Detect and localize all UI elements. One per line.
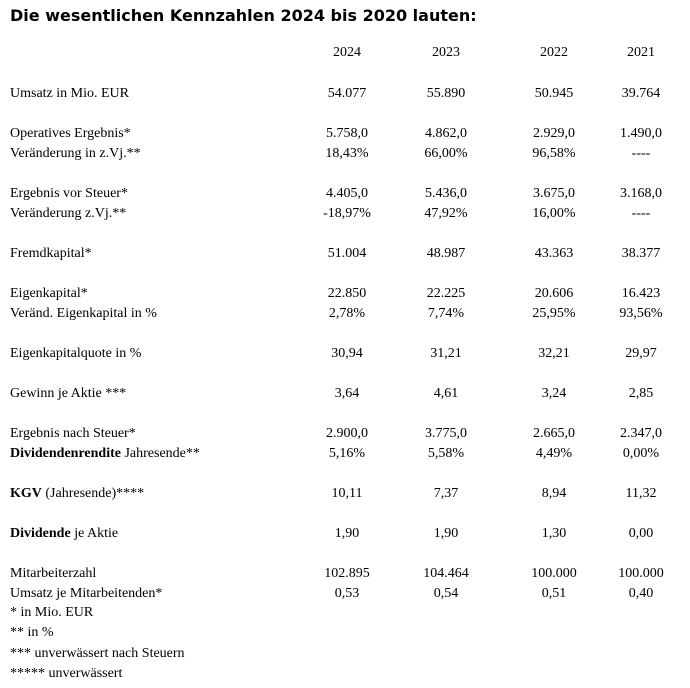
value-cell: 4.405,0: [326, 186, 368, 201]
year-header-2023: 2023: [432, 45, 460, 60]
value-cell: 5.436,0: [425, 186, 467, 201]
row-label: Veränderung in z.Vj.**: [10, 146, 141, 161]
footnote: ***** unverwässert: [10, 666, 123, 681]
value-cell: 7,37: [433, 486, 459, 501]
value-cell: 39.764: [621, 86, 661, 101]
value-cell: 11,32: [625, 486, 657, 501]
value-cell: 96,58%: [532, 146, 576, 161]
value-cell: 4,61: [433, 386, 459, 401]
value-cell: 10,11: [331, 486, 363, 501]
value-cell: 1.490,0: [620, 126, 662, 141]
value-cell: 100.000: [531, 566, 577, 581]
row-label: [10, 444, 200, 464]
value-cell: 0,00: [628, 526, 654, 541]
row-label: Eigenkapitalquote in %: [10, 346, 142, 361]
value-cell: 30,94: [331, 346, 363, 361]
value-cell: 48.987: [426, 246, 466, 261]
value-cell: 2.665,0: [533, 426, 575, 441]
value-cell: -18,97%: [323, 206, 371, 221]
row-label: [10, 484, 144, 504]
row-label: Umsatz je Mitarbeitenden*: [10, 586, 163, 601]
value-cell: 32,21: [538, 346, 570, 361]
page-title: Die wesentlichen Kennzahlen 2024 bis 2020 lauten:: [10, 6, 477, 25]
row-label-rest: (Jahresende)****: [41, 486, 145, 501]
footnote: ** in %: [10, 625, 54, 640]
value-cell: 22.225: [426, 286, 466, 301]
row-label: Eigenkapital*: [10, 286, 88, 301]
row-label-bold: Dividende: [10, 526, 71, 541]
value-cell: 7,74%: [427, 306, 465, 321]
value-cell: 54.077: [327, 86, 367, 101]
value-cell: 38.377: [621, 246, 661, 261]
value-cell: 29,97: [625, 346, 657, 361]
value-cell: 4,49%: [535, 446, 573, 461]
value-cell: 5,58%: [427, 446, 465, 461]
value-cell: ----: [631, 146, 651, 161]
value-cell: 5,16%: [328, 446, 366, 461]
year-header-2021: 2021: [627, 45, 655, 60]
value-cell: 31,21: [430, 346, 462, 361]
value-cell: 25,95%: [532, 306, 576, 321]
value-cell: 43.363: [534, 246, 574, 261]
value-cell: 2,78%: [328, 306, 366, 321]
value-cell: 2,85: [628, 386, 654, 401]
value-cell: 5.758,0: [326, 126, 368, 141]
value-cell: 3.675,0: [533, 186, 575, 201]
row-label: Ergebnis nach Steuer*: [10, 426, 136, 441]
row-label: Operatives Ergebnis*: [10, 126, 131, 141]
value-cell: 93,56%: [619, 306, 663, 321]
value-cell: 2.347,0: [620, 426, 662, 441]
row-label: Fremdkapital*: [10, 246, 92, 261]
value-cell: 3.168,0: [620, 186, 662, 201]
value-cell: 16,00%: [532, 206, 576, 221]
row-label: Veränderung z.Vj.**: [10, 206, 127, 221]
row-label-bold: KGV: [10, 486, 42, 501]
value-cell: 22.850: [327, 286, 367, 301]
row-label: Ergebnis vor Steuer*: [10, 186, 128, 201]
value-cell: 0,51: [541, 586, 567, 601]
value-cell: 1,90: [433, 526, 459, 541]
value-cell: 20.606: [534, 286, 574, 301]
value-cell: 66,00%: [424, 146, 468, 161]
value-cell: 2.929,0: [533, 126, 575, 141]
value-cell: 47,92%: [424, 206, 468, 221]
value-cell: 51.004: [327, 246, 367, 261]
value-cell: 1,90: [334, 526, 360, 541]
row-label: Umsatz in Mio. EUR: [10, 86, 129, 101]
row-label-rest: Jahresende**: [120, 446, 200, 461]
value-cell: 100.000: [618, 566, 664, 581]
value-cell: 1,30: [541, 526, 567, 541]
footnote: *** unverwässert nach Steuern: [10, 646, 185, 661]
value-cell: 8,94: [541, 486, 567, 501]
year-header-2022: 2022: [540, 45, 568, 60]
value-cell: 104.464: [423, 566, 469, 581]
value-cell: ----: [631, 206, 651, 221]
row-label: Mitarbeiterzahl: [10, 566, 97, 581]
value-cell: 0,54: [433, 586, 459, 601]
value-cell: 16.423: [621, 286, 661, 301]
value-cell: 0,53: [334, 586, 360, 601]
value-cell: 0,00%: [622, 446, 660, 461]
value-cell: 4.862,0: [425, 126, 467, 141]
row-label: [10, 524, 118, 544]
value-cell: 50.945: [534, 86, 574, 101]
value-cell: 3,24: [541, 386, 567, 401]
value-cell: 18,43%: [325, 146, 369, 161]
value-cell: 3,64: [334, 386, 360, 401]
value-cell: 2.900,0: [326, 426, 368, 441]
value-cell: 102.895: [324, 566, 370, 581]
row-label-bold: Dividendenrendite: [10, 446, 121, 461]
value-cell: 3.775,0: [425, 426, 467, 441]
year-header-2024: 2024: [333, 45, 361, 60]
row-label-rest: je Aktie: [70, 526, 119, 541]
footnote: * in Mio. EUR: [10, 605, 94, 620]
value-cell: 55.890: [426, 86, 466, 101]
row-label: Gewinn je Aktie ***: [10, 386, 127, 401]
row-label: Veränd. Eigenkapital in %: [10, 306, 157, 321]
value-cell: 0,40: [628, 586, 654, 601]
